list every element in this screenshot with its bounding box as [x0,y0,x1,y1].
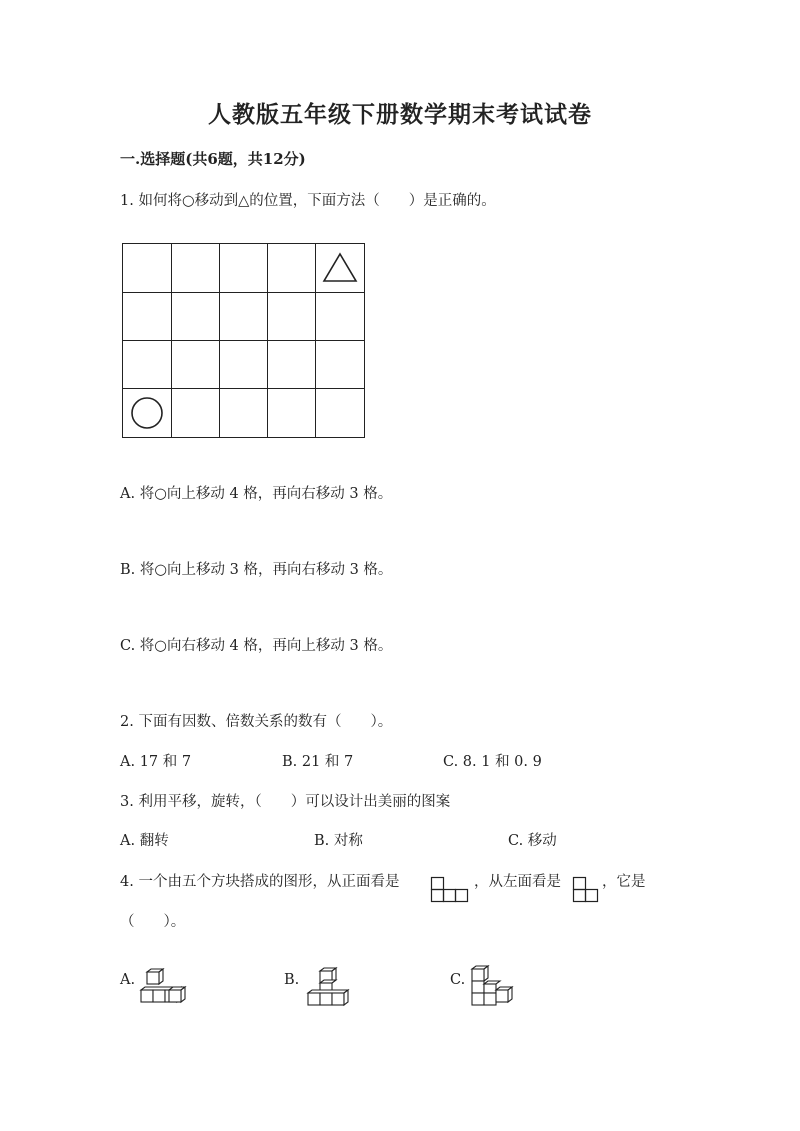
question-4-stem-part3: ，它是 [602,874,646,890]
question-1-grid [122,243,365,438]
grid-cell [316,341,365,389]
grid-cell [123,341,172,389]
circle-icon [123,389,171,437]
question-3-option-a[interactable]: A. 翻转 [120,833,169,849]
grid-cell [220,389,268,438]
grid-cell [268,293,316,341]
grid-cell [172,341,220,389]
grid-cell [220,341,268,389]
grid-cell [172,293,220,341]
question-2-option-c[interactable]: C. 8. 1 和 0. 9 [443,754,542,770]
question-2-option-b[interactable]: B. 21 和 7 [282,754,354,770]
grid-cell [268,341,316,389]
question-4-stem-part1: 4. 一个由五个方块搭成的图形，从正面看是 [120,874,400,890]
grid-cell [220,244,268,293]
question-4-stem-part4: （ ）。 [120,914,186,930]
section-heading: 一.选择题(共6题，共12分) [120,150,306,168]
page-title: 人教版五年级下册数学期末考试试卷 [208,101,592,128]
question-1-option-b[interactable]: B. 将○向上移动 3 格，再向右移动 3 格。 [120,562,393,578]
question-4-option-c-label[interactable]: C. [450,972,466,988]
front-view-figure [430,876,472,904]
grid-cell [123,293,172,341]
question-1-option-a[interactable]: A. 将○向上移动 4 格，再向右移动 3 格。 [120,486,393,502]
question-3-stem: 3. 利用平移，旋转，（ ）可以设计出美丽的图案 [120,794,451,810]
triangle-icon [316,244,364,292]
question-2-stem: 2. 下面有因数、倍数关系的数有（ ）。 [120,714,393,730]
grid-cell [123,244,172,293]
question-4-option-a-label[interactable]: A. [120,972,136,988]
question-1-stem: 1. 如何将○移动到△的位置，下面方法（ ）是正确的。 [120,193,496,209]
grid-cell [220,293,268,341]
option-a-cube-figure[interactable] [138,968,190,1008]
grid-cell-circle [123,389,172,438]
grid-cell [172,244,220,293]
question-3-option-c[interactable]: C. 移动 [508,833,557,849]
question-2-option-a[interactable]: A. 17 和 7 [120,754,192,770]
option-b-cube-figure[interactable] [302,966,358,1008]
grid-cell [316,389,365,438]
left-view-figure [572,876,602,904]
grid-cell [268,244,316,293]
option-c-cube-figure[interactable] [466,964,520,1008]
question-3-option-b[interactable]: B. 对称 [314,833,363,849]
question-1-option-c[interactable]: C. 将○向右移动 4 格，再向上移动 3 格。 [120,638,393,654]
question-4-option-b-label[interactable]: B. [284,972,300,988]
grid-cell [316,293,365,341]
grid-cell [268,389,316,438]
question-4-stem-part2: ，从左面看是 [474,874,561,890]
grid-cell-triangle [316,244,365,293]
grid-cell [172,389,220,438]
